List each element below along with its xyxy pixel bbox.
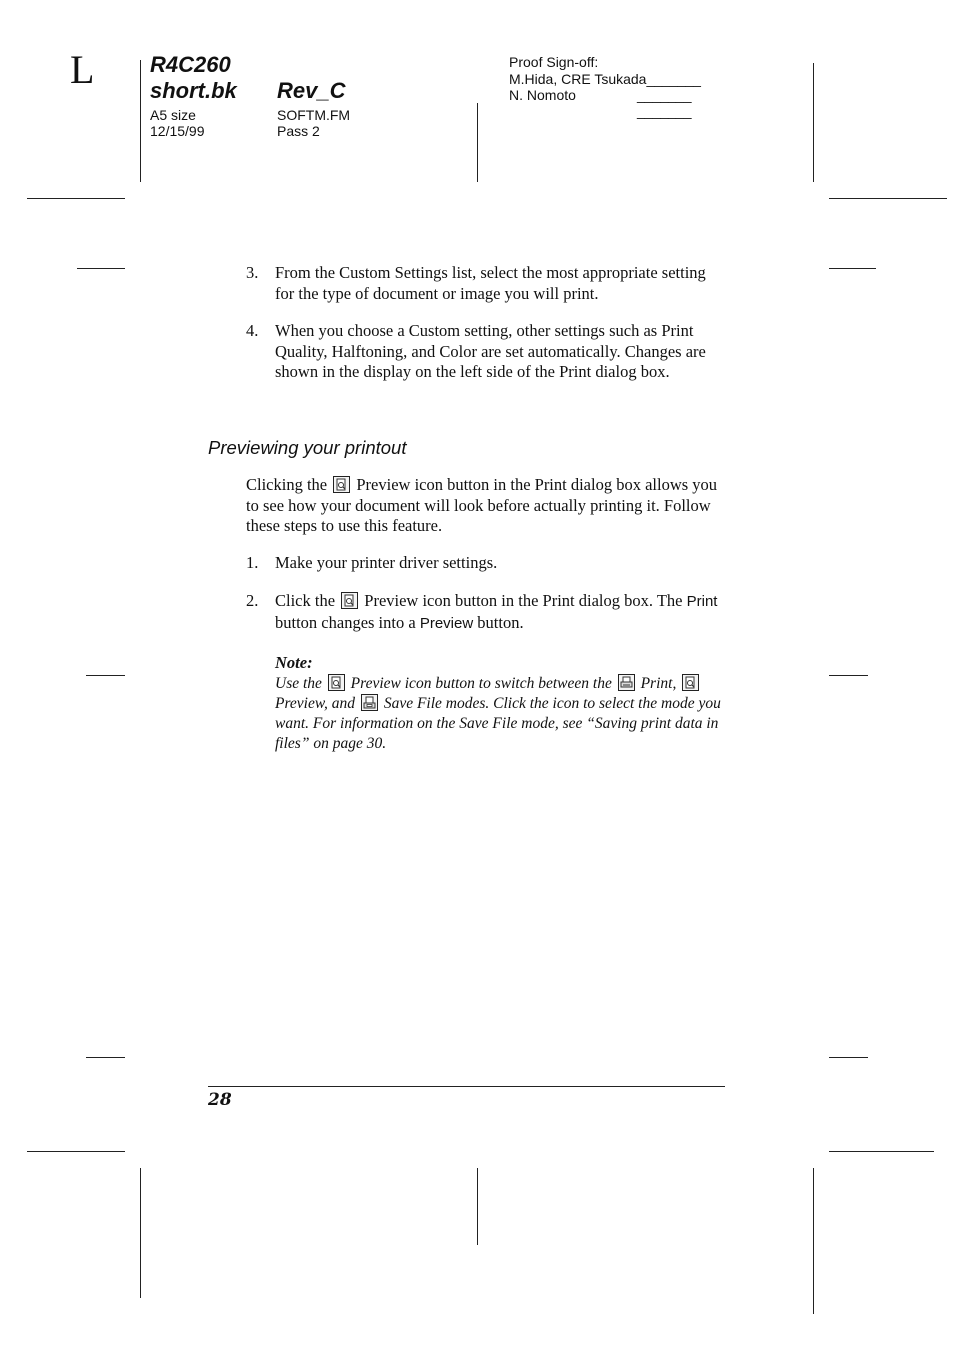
crop-mark (813, 63, 814, 182)
proof-blank-2: _______ (637, 103, 692, 119)
crop-mark (829, 1151, 934, 1152)
print-button-label: Print (686, 593, 718, 610)
crop-mark (477, 103, 478, 182)
note-text-d: Preview, and (275, 695, 356, 712)
note-text-b: Preview icon button to switch between the (350, 675, 612, 692)
step-text-c: button changes into a (275, 612, 416, 632)
crop-mark (829, 1057, 868, 1058)
proof-blank-1: _______ (637, 87, 692, 103)
note-text-c: Print, (640, 675, 677, 692)
note-text-a: Use the (275, 675, 322, 692)
step-text-a: Click the (275, 591, 336, 610)
crop-mark (140, 1168, 141, 1298)
page-size: A5 size (150, 107, 196, 123)
section-heading: Previewing your printout (208, 437, 407, 458)
crop-mark (77, 268, 125, 269)
step-number: 2. (246, 591, 259, 610)
preview-icon (682, 674, 699, 691)
save-file-icon (361, 694, 378, 711)
step-text-b: Preview icon button in the Print dialog box. The (364, 591, 683, 610)
crop-mark (829, 268, 876, 269)
step-text: When you choose a Custom setting, other settings such as Print Quality, Halftoning, and Color are set automatically. Changes are shown in the display on the left side of the Print dialog box. (275, 321, 706, 381)
proof-signer-2: N. Nomoto (509, 87, 576, 103)
crop-mark (27, 198, 125, 199)
doc-file: short.bk (150, 78, 237, 103)
preview-button-label: Preview (419, 614, 474, 632)
note-text-e: Save File modes. Click the icon to select the mode you want. For information on the Save File mode, see “Saving print data in files” on page 30. (275, 695, 721, 752)
side-mark: L (70, 47, 95, 92)
preview-icon (341, 592, 358, 609)
intro-text-a: Clicking the (246, 475, 328, 494)
step-text-d: button. (477, 612, 524, 632)
proof-title: Proof Sign-off: (509, 54, 599, 70)
doc-date: 12/15/99 (150, 123, 205, 139)
list-item (246, 263, 726, 304)
crop-mark (86, 675, 125, 676)
crop-mark (86, 1057, 125, 1058)
footer-rule (208, 1086, 725, 1087)
intro-text-b: Preview icon button in the Print dialog box allows you to see how your document will look before actually printing it. Follow these steps to use this feature. (246, 475, 718, 535)
crop-mark (829, 675, 868, 676)
note-text (275, 674, 725, 754)
crop-mark (829, 198, 947, 199)
step-text: Make your printer driver settings. (275, 553, 498, 572)
preview-icon (333, 476, 350, 493)
page-number: 28 (208, 1090, 232, 1110)
crop-mark (140, 60, 141, 182)
step-text (275, 591, 726, 634)
list-item (246, 553, 726, 574)
doc-id: R4C260 (150, 52, 231, 77)
print-icon (618, 674, 635, 691)
crop-mark (813, 1168, 814, 1314)
step-number: 3. (246, 263, 259, 282)
intro-paragraph (246, 475, 726, 537)
list-item (246, 591, 726, 634)
crop-mark (477, 1168, 478, 1245)
list-item (246, 321, 726, 383)
revision: Rev_C (277, 78, 346, 103)
pass-number: Pass 2 (277, 123, 320, 139)
step-text: From the Custom Settings list, select the most appropriate setting for the type of document or image you will print. (275, 263, 706, 303)
crop-mark (27, 1151, 125, 1152)
proof-signer-1: M.Hida, CRE Tsukada_______ (509, 71, 701, 87)
note-title: Note: (275, 653, 313, 672)
preview-icon (328, 674, 345, 691)
step-number: 1. (246, 553, 259, 572)
step-number: 4. (246, 321, 259, 340)
source-file: SOFTM.FM (277, 107, 351, 123)
